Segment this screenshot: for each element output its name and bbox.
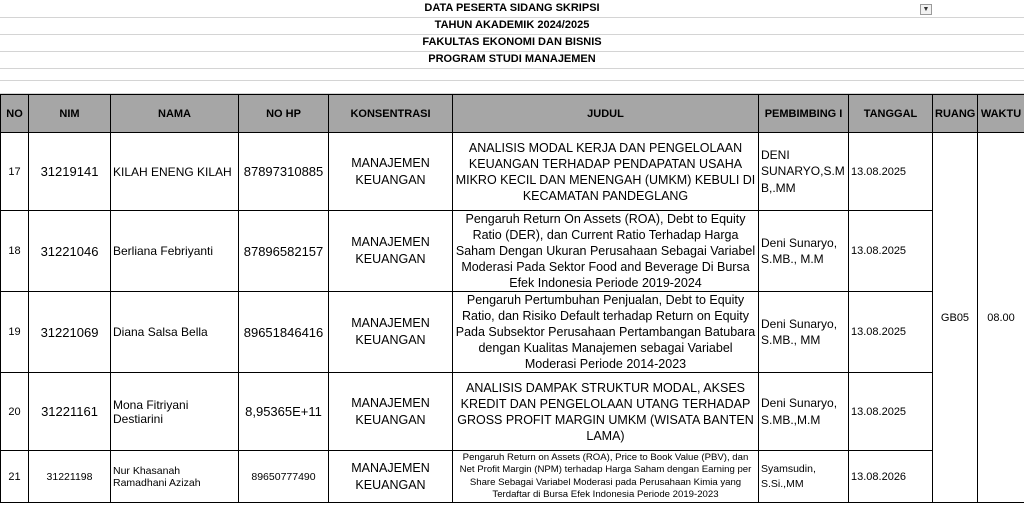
title-text: DATA PESERTA SIDANG SKRIPSI xyxy=(424,2,600,14)
header-hp[interactable]: NO HP xyxy=(239,95,329,133)
cell-nim[interactable]: 31219141 xyxy=(29,133,111,211)
cell-judul[interactable]: ANALISIS MODAL KERJA DAN PENGELOLAAN KEUANGAN TERHADAP PENDAPATAN USAHA MIKRO KECIL DAN MENENGAH (UMKM) KEBULI DI KECAMATAN PANDEGLANG xyxy=(453,133,759,211)
cell-ruang[interactable]: GB05 xyxy=(933,133,978,503)
table-row xyxy=(1,211,1024,292)
header-judul[interactable]: JUDUL xyxy=(453,95,759,133)
faculty-row[interactable] xyxy=(0,34,1024,52)
cell-no[interactable]: 17 xyxy=(1,133,29,211)
header-nim[interactable]: NIM xyxy=(29,95,111,133)
cell-konsentrasi[interactable]: MANAJEMEN KEUANGAN xyxy=(329,133,453,211)
dropdown-arrow-icon[interactable]: ▼ xyxy=(920,4,932,15)
header-nama[interactable]: NAMA xyxy=(111,95,239,133)
cell-judul[interactable]: Pengaruh Pertumbuhan Penjualan, Debt to Equity Ratio, dan Risiko Default terhadap Return on Equity Pada Subsektor Perusahaan Pertambangan Batubara dengan Kualitas Manajemen sebagai Variabel Moderasi Periode 2014-2023 xyxy=(453,292,759,373)
table-row xyxy=(1,451,1024,503)
header-no[interactable]: NO xyxy=(1,95,29,133)
cell-nama[interactable]: Berliana Febriyanti xyxy=(111,211,239,292)
cell-no[interactable]: 21 xyxy=(1,451,29,503)
cell-konsentrasi[interactable]: MANAJEMEN KEUANGAN xyxy=(329,292,453,373)
cell-tanggal[interactable]: 13.08.2025 xyxy=(849,133,933,211)
cell-tanggal[interactable]: 13.08.2025 xyxy=(849,292,933,373)
cell-tanggal[interactable]: 13.08.2025 xyxy=(849,211,933,292)
cell-no[interactable]: 20 xyxy=(1,373,29,451)
cell-hp[interactable]: 8,95365E+11 xyxy=(239,373,329,451)
program-row[interactable] xyxy=(0,51,1024,69)
cell-nama[interactable]: Nur Khasanah Ramadhani Azizah xyxy=(111,451,239,503)
cell-pembimbing[interactable]: Deni Sunaryo, S.MB.,M.M xyxy=(759,373,849,451)
cell-nim[interactable]: 31221046 xyxy=(29,211,111,292)
cell-no[interactable]: 19 xyxy=(1,292,29,373)
header-waktu[interactable]: WAKTU xyxy=(978,95,1024,133)
academic-year-text: TAHUN AKADEMIK 2024/2025 xyxy=(434,19,590,31)
cell-hp[interactable]: 89650777490 xyxy=(239,451,329,503)
cell-waktu[interactable]: 08.00 xyxy=(978,133,1024,503)
header-ruang[interactable]: RUANG xyxy=(933,95,978,133)
cell-no[interactable]: 18 xyxy=(1,211,29,292)
cell-hp[interactable]: 87896582157 xyxy=(239,211,329,292)
faculty-text: FAKULTAS EKONOMI DAN BISNIS xyxy=(422,36,602,48)
cell-tanggal[interactable]: 13.08.2026 xyxy=(849,451,933,503)
cell-hp[interactable]: 89651846416 xyxy=(239,292,329,373)
cell-nim[interactable]: 31221198 xyxy=(29,451,111,503)
cell-judul[interactable]: Pengaruh Return On Assets (ROA), Debt to Equity Ratio (DER), dan Current Ratio Terhadap Harga Saham Dengan Ukuran Perusahaan Sebagai Variabel Moderasi Pada Sektor Food and Beverage Di Bursa Efek Indonesia Periode 2019-2024 xyxy=(453,211,759,292)
cell-nama[interactable]: Mona Fitriyani Destiarini xyxy=(111,373,239,451)
header-konsentrasi[interactable]: KONSENTRASI xyxy=(329,95,453,133)
table-row xyxy=(1,373,1024,451)
sheet-title[interactable] xyxy=(0,0,1024,18)
cell-konsentrasi[interactable]: MANAJEMEN KEUANGAN xyxy=(329,451,453,503)
cell-konsentrasi[interactable]: MANAJEMEN KEUANGAN xyxy=(329,373,453,451)
empty-row xyxy=(0,68,1024,81)
cell-konsentrasi[interactable]: MANAJEMEN KEUANGAN xyxy=(329,211,453,292)
cell-judul[interactable]: ANALISIS DAMPAK STRUKTUR MODAL, AKSES KREDIT DAN PENGELOLAAN UTANG TERHADAP GROSS PROFIT MARGIN UMKM (WISATA BANTEN LAMA) xyxy=(453,373,759,451)
cell-pembimbing[interactable]: Deni Sunaryo, S.MB., MM xyxy=(759,292,849,373)
cell-nama[interactable]: Diana Salsa Bella xyxy=(111,292,239,373)
header-row xyxy=(1,95,1024,133)
academic-year-row[interactable] xyxy=(0,17,1024,35)
table-row xyxy=(1,133,1024,211)
cell-nim[interactable]: 31221069 xyxy=(29,292,111,373)
header-tanggal[interactable]: TANGGAL xyxy=(849,95,933,133)
empty-row xyxy=(0,81,1024,94)
cell-tanggal[interactable]: 13.08.2025 xyxy=(849,373,933,451)
header-pembimbing[interactable]: PEMBIMBING I xyxy=(759,95,849,133)
cell-hp[interactable]: 87897310885 xyxy=(239,133,329,211)
participants-table xyxy=(0,94,1024,503)
cell-judul[interactable]: Pengaruh Return on Assets (ROA), Price to Book Value (PBV), dan Net Profit Margin (NPM) terhadap Harga Saham dengan Earning per Share Sebagai Variabel Moderasi pada Perusahaan Kimia yang Terdaftar di Bursa Efek Indonesia Periode 2019-2023 xyxy=(453,451,759,503)
cell-pembimbing[interactable]: DENI SUNARYO,S.M B,.MM xyxy=(759,133,849,211)
program-text: PROGRAM STUDI MANAJEMEN xyxy=(428,53,596,65)
cell-pembimbing[interactable]: Syamsudin, S.Si.,MM xyxy=(759,451,849,503)
cell-pembimbing[interactable]: Deni Sunaryo, S.MB., M.M xyxy=(759,211,849,292)
cell-nama[interactable]: KILAH ENENG KILAH xyxy=(111,133,239,211)
table-row xyxy=(1,292,1024,373)
cell-nim[interactable]: 31221161 xyxy=(29,373,111,451)
